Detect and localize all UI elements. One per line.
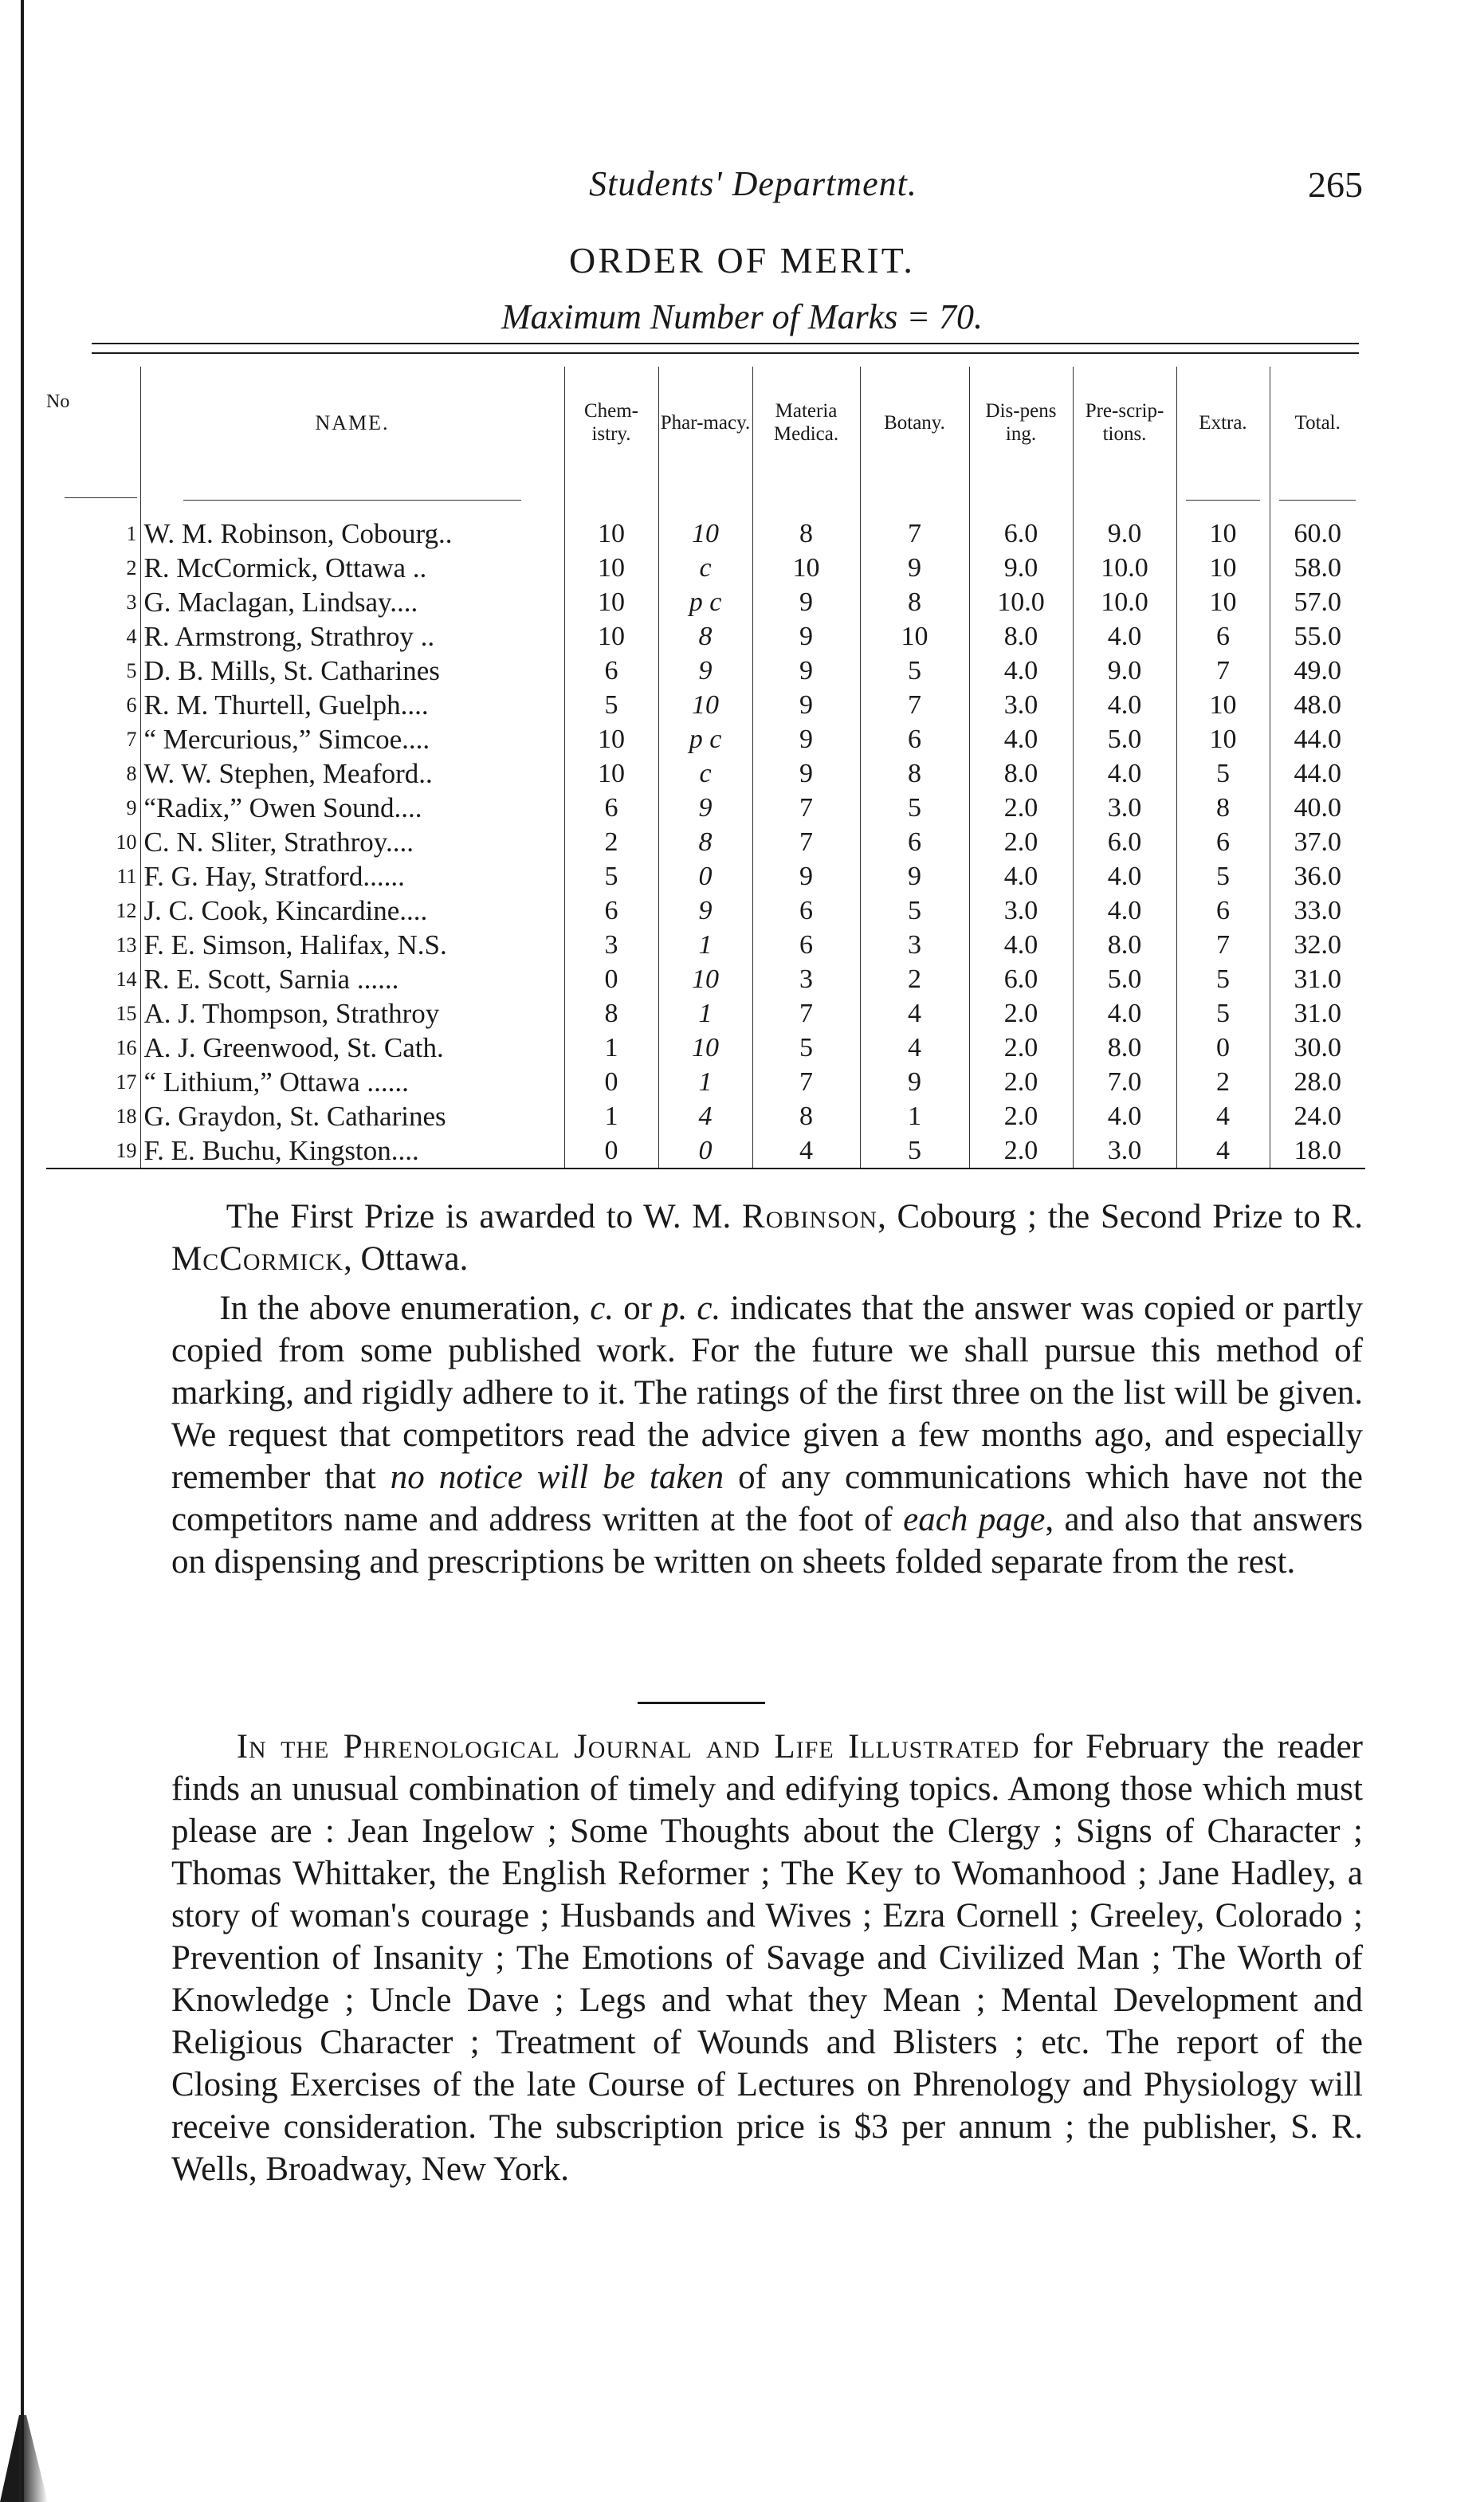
extra-mark: 6 <box>1176 825 1270 859</box>
student-name: “ Mercurious,” Simcoe.... <box>140 722 564 756</box>
dispensing-mark: 6.0 <box>969 962 1073 996</box>
materia-medica-mark: 9 <box>752 619 860 654</box>
section-title: ORDER OF MERIT. <box>569 240 915 281</box>
pharmacy-mark: p c <box>658 722 752 756</box>
pharmacy-mark: 10 <box>658 688 752 722</box>
dispensing-mark: 2.0 <box>969 996 1073 1031</box>
notice-em-c: c. <box>590 1290 614 1327</box>
extra-mark: 6 <box>1176 619 1270 654</box>
row-number: 6 <box>126 693 137 717</box>
student-name: D. B. Mills, St. Catharines <box>140 654 564 688</box>
pharmacy-mark: 1 <box>658 1065 752 1099</box>
page-spine-shadow <box>0 2415 48 2502</box>
prescriptions-mark: 7.0 <box>1073 1065 1176 1099</box>
chemistry-mark: 6 <box>564 894 658 928</box>
table-body <box>46 517 1365 1169</box>
botany-mark: 5 <box>860 894 969 928</box>
chemistry-mark: 10 <box>564 585 658 619</box>
extra-mark: 5 <box>1176 859 1270 894</box>
chemistry-mark: 10 <box>564 517 658 551</box>
notice-text-3: indicates that the answer was copied or partly copied from some published work. For the future we shall pursue this method of marking, and rigidly adhere to it. The ratings of the first three on the list will be given. We request that competitors read the advice given a few months ago, and especially remember that <box>171 1290 1363 1496</box>
row-number: 19 <box>46 1133 140 1169</box>
botany-mark: 5 <box>860 654 969 688</box>
table-row <box>46 1031 1365 1065</box>
total-mark: 60.0 <box>1270 517 1365 551</box>
table-row <box>46 654 1365 688</box>
materia-medica-mark: 3 <box>752 962 860 996</box>
total-mark: 18.0 <box>1270 1133 1365 1169</box>
prescriptions-mark: 4.0 <box>1073 1099 1176 1133</box>
col-header-name: NAME. <box>140 367 564 478</box>
total-mark: 36.0 <box>1270 859 1365 894</box>
prescriptions-mark: 4.0 <box>1073 894 1176 928</box>
row-number: 15 <box>116 1002 137 1025</box>
student-name: W. W. Stephen, Meaford.. <box>140 756 564 791</box>
table-row <box>46 859 1365 894</box>
total-mark: 44.0 <box>1270 756 1365 791</box>
col-header-dispensing: Dis-pens ing. <box>969 367 1073 478</box>
total-mark: 55.0 <box>1270 619 1365 654</box>
pharmacy-mark: 10 <box>658 1031 752 1065</box>
student-name: A. J. Greenwood, St. Cath. <box>140 1031 564 1065</box>
row-number: 4 <box>126 625 137 648</box>
row-number: 8 <box>126 762 137 785</box>
student-name: F. E. Simson, Halifax, N.S. <box>140 928 564 962</box>
extra-mark: 5 <box>1176 756 1270 791</box>
chemistry-mark: 10 <box>564 551 658 585</box>
botany-mark: 4 <box>860 996 969 1031</box>
total-mark: 37.0 <box>1270 825 1365 859</box>
pharmacy-mark: 1 <box>658 996 752 1031</box>
section-divider <box>638 1702 765 1704</box>
total-mark: 33.0 <box>1270 894 1365 928</box>
dispensing-mark: 2.0 <box>969 791 1073 825</box>
pharmacy-mark: 8 <box>658 619 752 654</box>
table-row <box>46 517 1365 551</box>
running-head-title: Students' Department. <box>589 164 917 203</box>
botany-mark: 9 <box>860 551 969 585</box>
total-mark: 30.0 <box>1270 1031 1365 1065</box>
extra-mark: 6 <box>1176 894 1270 928</box>
prize-paragraph <box>171 1196 1363 1280</box>
chemistry-mark: 8 <box>564 996 658 1031</box>
notice-em-pc: p. c. <box>662 1290 721 1327</box>
botany-mark: 7 <box>860 517 969 551</box>
notice-em-no-notice: no notice will be taken <box>390 1459 724 1496</box>
col-header-pharmacy: Phar-macy. <box>658 367 752 478</box>
botany-mark: 6 <box>860 825 969 859</box>
page-spine-line <box>21 0 24 2502</box>
pharmacy-mark: 1 <box>658 928 752 962</box>
dispensing-mark: 8.0 <box>969 619 1073 654</box>
prescriptions-mark: 3.0 <box>1073 791 1176 825</box>
table-row <box>46 962 1365 996</box>
prize-text-1: The First Prize is awarded to W. M. <box>226 1198 743 1235</box>
materia-medica-mark: 9 <box>752 688 860 722</box>
pharmacy-mark: 4 <box>658 1099 752 1133</box>
chemistry-mark: 0 <box>564 1133 658 1169</box>
botany-mark: 6 <box>860 722 969 756</box>
botany-mark: 5 <box>860 1133 969 1169</box>
extra-mark: 5 <box>1176 962 1270 996</box>
extra-mark: 10 <box>1176 585 1270 619</box>
extra-mark: 2 <box>1176 1065 1270 1099</box>
prescriptions-mark: 4.0 <box>1073 619 1176 654</box>
student-name: F. G. Hay, Stratford...... <box>140 859 564 894</box>
student-name: “ Lithium,” Ottawa ...... <box>140 1065 564 1099</box>
section-subtitle: Maximum Number of Marks = 70. <box>501 297 983 336</box>
materia-medica-mark: 9 <box>752 654 860 688</box>
pharmacy-mark: 0 <box>658 1133 752 1169</box>
materia-medica-mark: 9 <box>752 722 860 756</box>
row-number: 7 <box>126 728 137 751</box>
pharmacy-mark: c <box>658 756 752 791</box>
journal-paragraph <box>171 1726 1363 2190</box>
botany-mark: 9 <box>860 859 969 894</box>
table-row <box>46 688 1365 722</box>
total-mark: 58.0 <box>1270 551 1365 585</box>
row-number: 17 <box>116 1070 137 1094</box>
botany-mark: 4 <box>860 1031 969 1065</box>
page-number: 265 <box>1308 164 1363 205</box>
dispensing-mark: 4.0 <box>969 654 1073 688</box>
pharmacy-mark: c <box>658 551 752 585</box>
notice-text-4: of any communications which have not the competitors name and address written at the foot of <box>171 1459 1363 1538</box>
student-name: R. Armstrong, Strathroy .. <box>140 619 564 654</box>
prize-first-name: Robinson <box>742 1198 878 1235</box>
row-number: 13 <box>116 933 137 956</box>
prescriptions-mark: 8.0 <box>1073 928 1176 962</box>
prize-second-name: McCormick <box>171 1240 344 1278</box>
extra-mark: 10 <box>1176 688 1270 722</box>
chemistry-mark: 1 <box>564 1031 658 1065</box>
pharmacy-mark: 9 <box>658 654 752 688</box>
botany-mark: 8 <box>860 756 969 791</box>
table-row <box>46 825 1365 859</box>
row-number: 18 <box>116 1105 137 1128</box>
col-header-botany: Botany. <box>860 367 969 478</box>
extra-mark: 10 <box>1176 722 1270 756</box>
student-name: G. Graydon, St. Catharines <box>140 1099 564 1133</box>
dispensing-mark: 3.0 <box>969 688 1073 722</box>
chemistry-mark: 5 <box>564 688 658 722</box>
chemistry-mark: 10 <box>564 722 658 756</box>
table-row <box>46 722 1365 756</box>
total-mark: 24.0 <box>1270 1099 1365 1133</box>
materia-medica-mark: 7 <box>752 996 860 1031</box>
chemistry-mark: 0 <box>564 962 658 996</box>
table-row <box>46 1099 1365 1133</box>
dispensing-mark: 2.0 <box>969 1133 1073 1169</box>
dispensing-mark: 3.0 <box>969 894 1073 928</box>
journal-title: In the Phrenological Journal and Life Illustrated <box>236 1728 1020 1766</box>
dispensing-mark: 2.0 <box>969 1099 1073 1133</box>
botany-mark: 7 <box>860 688 969 722</box>
pharmacy-mark: 0 <box>658 859 752 894</box>
botany-mark: 8 <box>860 585 969 619</box>
extra-mark: 7 <box>1176 928 1270 962</box>
dispensing-mark: 4.0 <box>969 859 1073 894</box>
chemistry-mark: 5 <box>564 859 658 894</box>
prescriptions-mark: 9.0 <box>1073 517 1176 551</box>
materia-medica-mark: 6 <box>752 928 860 962</box>
materia-medica-mark: 8 <box>752 1099 860 1133</box>
table-row <box>46 619 1365 654</box>
prescriptions-mark: 8.0 <box>1073 1031 1176 1065</box>
prescriptions-mark: 5.0 <box>1073 962 1176 996</box>
header-separator <box>46 478 1365 517</box>
journal-text: for February the reader finds an unusual combination of timely and edifying topics. Among those which must please are : Jean Ingelow ; Some Thoughts about the Clergy ; Signs of Character ; Thomas Whittaker, the English Reformer ; The Key to Womanhood ; Jane Hadley, a story of woman's courage ; Husbands and Wives ; Ezra Cornell ; Greeley, Colorado ; Prevention of Insanity ; The Emotions of Savage and Civilized Man ; The Worth of Knowledge ; Uncle Dave ; Legs and what they Mean ; Mental Development and Religious Character ; Treatment of Wounds and Blisters ; etc. The report of the Closing Exercises of the late Course of Lectures on Phrenology and Physiology will receive consideration. The subscription price is $3 per annum ; the publisher, S. R. Wells, Broadway, New York. <box>171 1728 1363 2188</box>
prescriptions-mark: 3.0 <box>1073 1133 1176 1169</box>
notice-paragraph <box>171 1287 1363 1583</box>
table-top-rule <box>92 343 1359 354</box>
materia-medica-mark: 10 <box>752 551 860 585</box>
chemistry-mark: 0 <box>564 1065 658 1099</box>
chemistry-mark: 3 <box>564 928 658 962</box>
table-row <box>46 791 1365 825</box>
prize-text-2: , Cobourg ; the Second Prize to R. <box>877 1198 1363 1235</box>
chemistry-mark: 10 <box>564 756 658 791</box>
chemistry-mark: 6 <box>564 791 658 825</box>
student-name: G. Maclagan, Lindsay.... <box>140 585 564 619</box>
total-mark: 44.0 <box>1270 722 1365 756</box>
materia-medica-mark: 4 <box>752 1133 860 1169</box>
total-mark: 48.0 <box>1270 688 1365 722</box>
pharmacy-mark: 9 <box>658 791 752 825</box>
chemistry-mark: 10 <box>564 619 658 654</box>
total-mark: 49.0 <box>1270 654 1365 688</box>
pharmacy-mark: 10 <box>658 517 752 551</box>
materia-medica-mark: 7 <box>752 825 860 859</box>
col-header-total: Total. <box>1270 367 1365 478</box>
prescriptions-mark: 10.0 <box>1073 585 1176 619</box>
botany-mark: 2 <box>860 962 969 996</box>
total-mark: 28.0 <box>1270 1065 1365 1099</box>
row-number: 1 <box>126 522 137 545</box>
extra-mark: 10 <box>1176 551 1270 585</box>
dispensing-mark: 4.0 <box>969 722 1073 756</box>
chemistry-mark: 6 <box>564 654 658 688</box>
table-row <box>46 1065 1365 1099</box>
student-name: R. McCormick, Ottawa .. <box>140 551 564 585</box>
dispensing-mark: 6.0 <box>969 517 1073 551</box>
botany-mark: 9 <box>860 1065 969 1099</box>
running-head <box>143 163 1363 211</box>
pharmacy-mark: 8 <box>658 825 752 859</box>
student-name: “Radix,” Owen Sound.... <box>140 791 564 825</box>
total-mark: 31.0 <box>1270 996 1365 1031</box>
dispensing-mark: 2.0 <box>969 1031 1073 1065</box>
extra-mark: 5 <box>1176 996 1270 1031</box>
prescriptions-mark: 4.0 <box>1073 996 1176 1031</box>
notice-text-1: In the above enumeration, <box>219 1290 591 1327</box>
row-number: 14 <box>116 968 137 991</box>
table-row <box>46 756 1365 791</box>
materia-medica-mark: 5 <box>752 1031 860 1065</box>
dispensing-mark: 8.0 <box>969 756 1073 791</box>
dispensing-mark: 4.0 <box>969 928 1073 962</box>
table-row <box>46 894 1365 928</box>
row-number: 10 <box>116 831 137 854</box>
prescriptions-mark: 4.0 <box>1073 756 1176 791</box>
materia-medica-mark: 9 <box>752 859 860 894</box>
extra-mark: 0 <box>1176 1031 1270 1065</box>
extra-mark: 4 <box>1176 1099 1270 1133</box>
chemistry-mark: 2 <box>564 825 658 859</box>
student-name: R. M. Thurtell, Guelph.... <box>140 688 564 722</box>
extra-mark: 4 <box>1176 1133 1270 1169</box>
student-name: W. M. Robinson, Cobourg.. <box>140 517 564 551</box>
dispensing-mark: 9.0 <box>969 551 1073 585</box>
row-number: 2 <box>126 556 137 579</box>
total-mark: 40.0 <box>1270 791 1365 825</box>
col-header-no: No <box>46 391 70 412</box>
prescriptions-mark: 5.0 <box>1073 722 1176 756</box>
row-number: 5 <box>126 659 137 682</box>
botany-mark: 1 <box>860 1099 969 1133</box>
student-name: C. N. Sliter, Strathroy.... <box>140 825 564 859</box>
table-row <box>46 996 1365 1031</box>
row-number: 3 <box>126 591 137 614</box>
dispensing-mark: 2.0 <box>969 1065 1073 1099</box>
notice-text-2: or <box>614 1290 662 1327</box>
materia-medica-mark: 9 <box>752 585 860 619</box>
pharmacy-mark: p c <box>658 585 752 619</box>
prescriptions-mark: 4.0 <box>1073 688 1176 722</box>
pharmacy-mark: 9 <box>658 894 752 928</box>
materia-medica-mark: 7 <box>752 1065 860 1099</box>
total-mark: 57.0 <box>1270 585 1365 619</box>
chemistry-mark: 1 <box>564 1099 658 1133</box>
prescriptions-mark: 9.0 <box>1073 654 1176 688</box>
notice-text-5: , and also that answers on dispensing and prescriptions be written on sheets folded separate from the rest. <box>171 1501 1363 1581</box>
dispensing-mark: 2.0 <box>969 825 1073 859</box>
botany-mark: 10 <box>860 619 969 654</box>
prize-text-3: , Ottawa. <box>343 1240 469 1278</box>
extra-mark: 8 <box>1176 791 1270 825</box>
table-row <box>46 928 1365 962</box>
materia-medica-mark: 6 <box>752 894 860 928</box>
col-header-prescriptions: Pre-scrip-tions. <box>1073 367 1176 478</box>
prescriptions-mark: 4.0 <box>1073 859 1176 894</box>
extra-mark: 7 <box>1176 654 1270 688</box>
prescriptions-mark: 6.0 <box>1073 825 1176 859</box>
botany-mark: 3 <box>860 928 969 962</box>
row-number: 16 <box>116 1036 137 1059</box>
dispensing-mark: 10.0 <box>969 585 1073 619</box>
table-row <box>46 551 1365 585</box>
col-header-chemistry: Chem-istry. <box>564 367 658 478</box>
prescriptions-mark: 10.0 <box>1073 551 1176 585</box>
materia-medica-mark: 9 <box>752 756 860 791</box>
row-number: 11 <box>116 865 137 888</box>
table-row <box>46 585 1365 619</box>
botany-mark: 5 <box>860 791 969 825</box>
pharmacy-mark: 10 <box>658 962 752 996</box>
total-mark: 31.0 <box>1270 962 1365 996</box>
notice-em-each-page: each page <box>903 1501 1046 1538</box>
order-of-merit-table <box>46 367 1365 1169</box>
total-mark: 32.0 <box>1270 928 1365 962</box>
materia-medica-mark: 8 <box>752 517 860 551</box>
col-header-extra: Extra. <box>1176 367 1270 478</box>
row-number: 9 <box>126 796 137 819</box>
student-name: R. E. Scott, Sarnia ...... <box>140 962 564 996</box>
student-name: A. J. Thompson, Strathroy <box>140 996 564 1031</box>
row-number: 12 <box>116 899 137 922</box>
extra-mark: 10 <box>1176 517 1270 551</box>
col-header-materia-medica: Materia Medica. <box>752 367 860 478</box>
table-row <box>46 1133 1365 1169</box>
student-name: F. E. Buchu, Kingston.... <box>140 1133 564 1169</box>
student-name: J. C. Cook, Kincardine.... <box>140 894 564 928</box>
materia-medica-mark: 7 <box>752 791 860 825</box>
